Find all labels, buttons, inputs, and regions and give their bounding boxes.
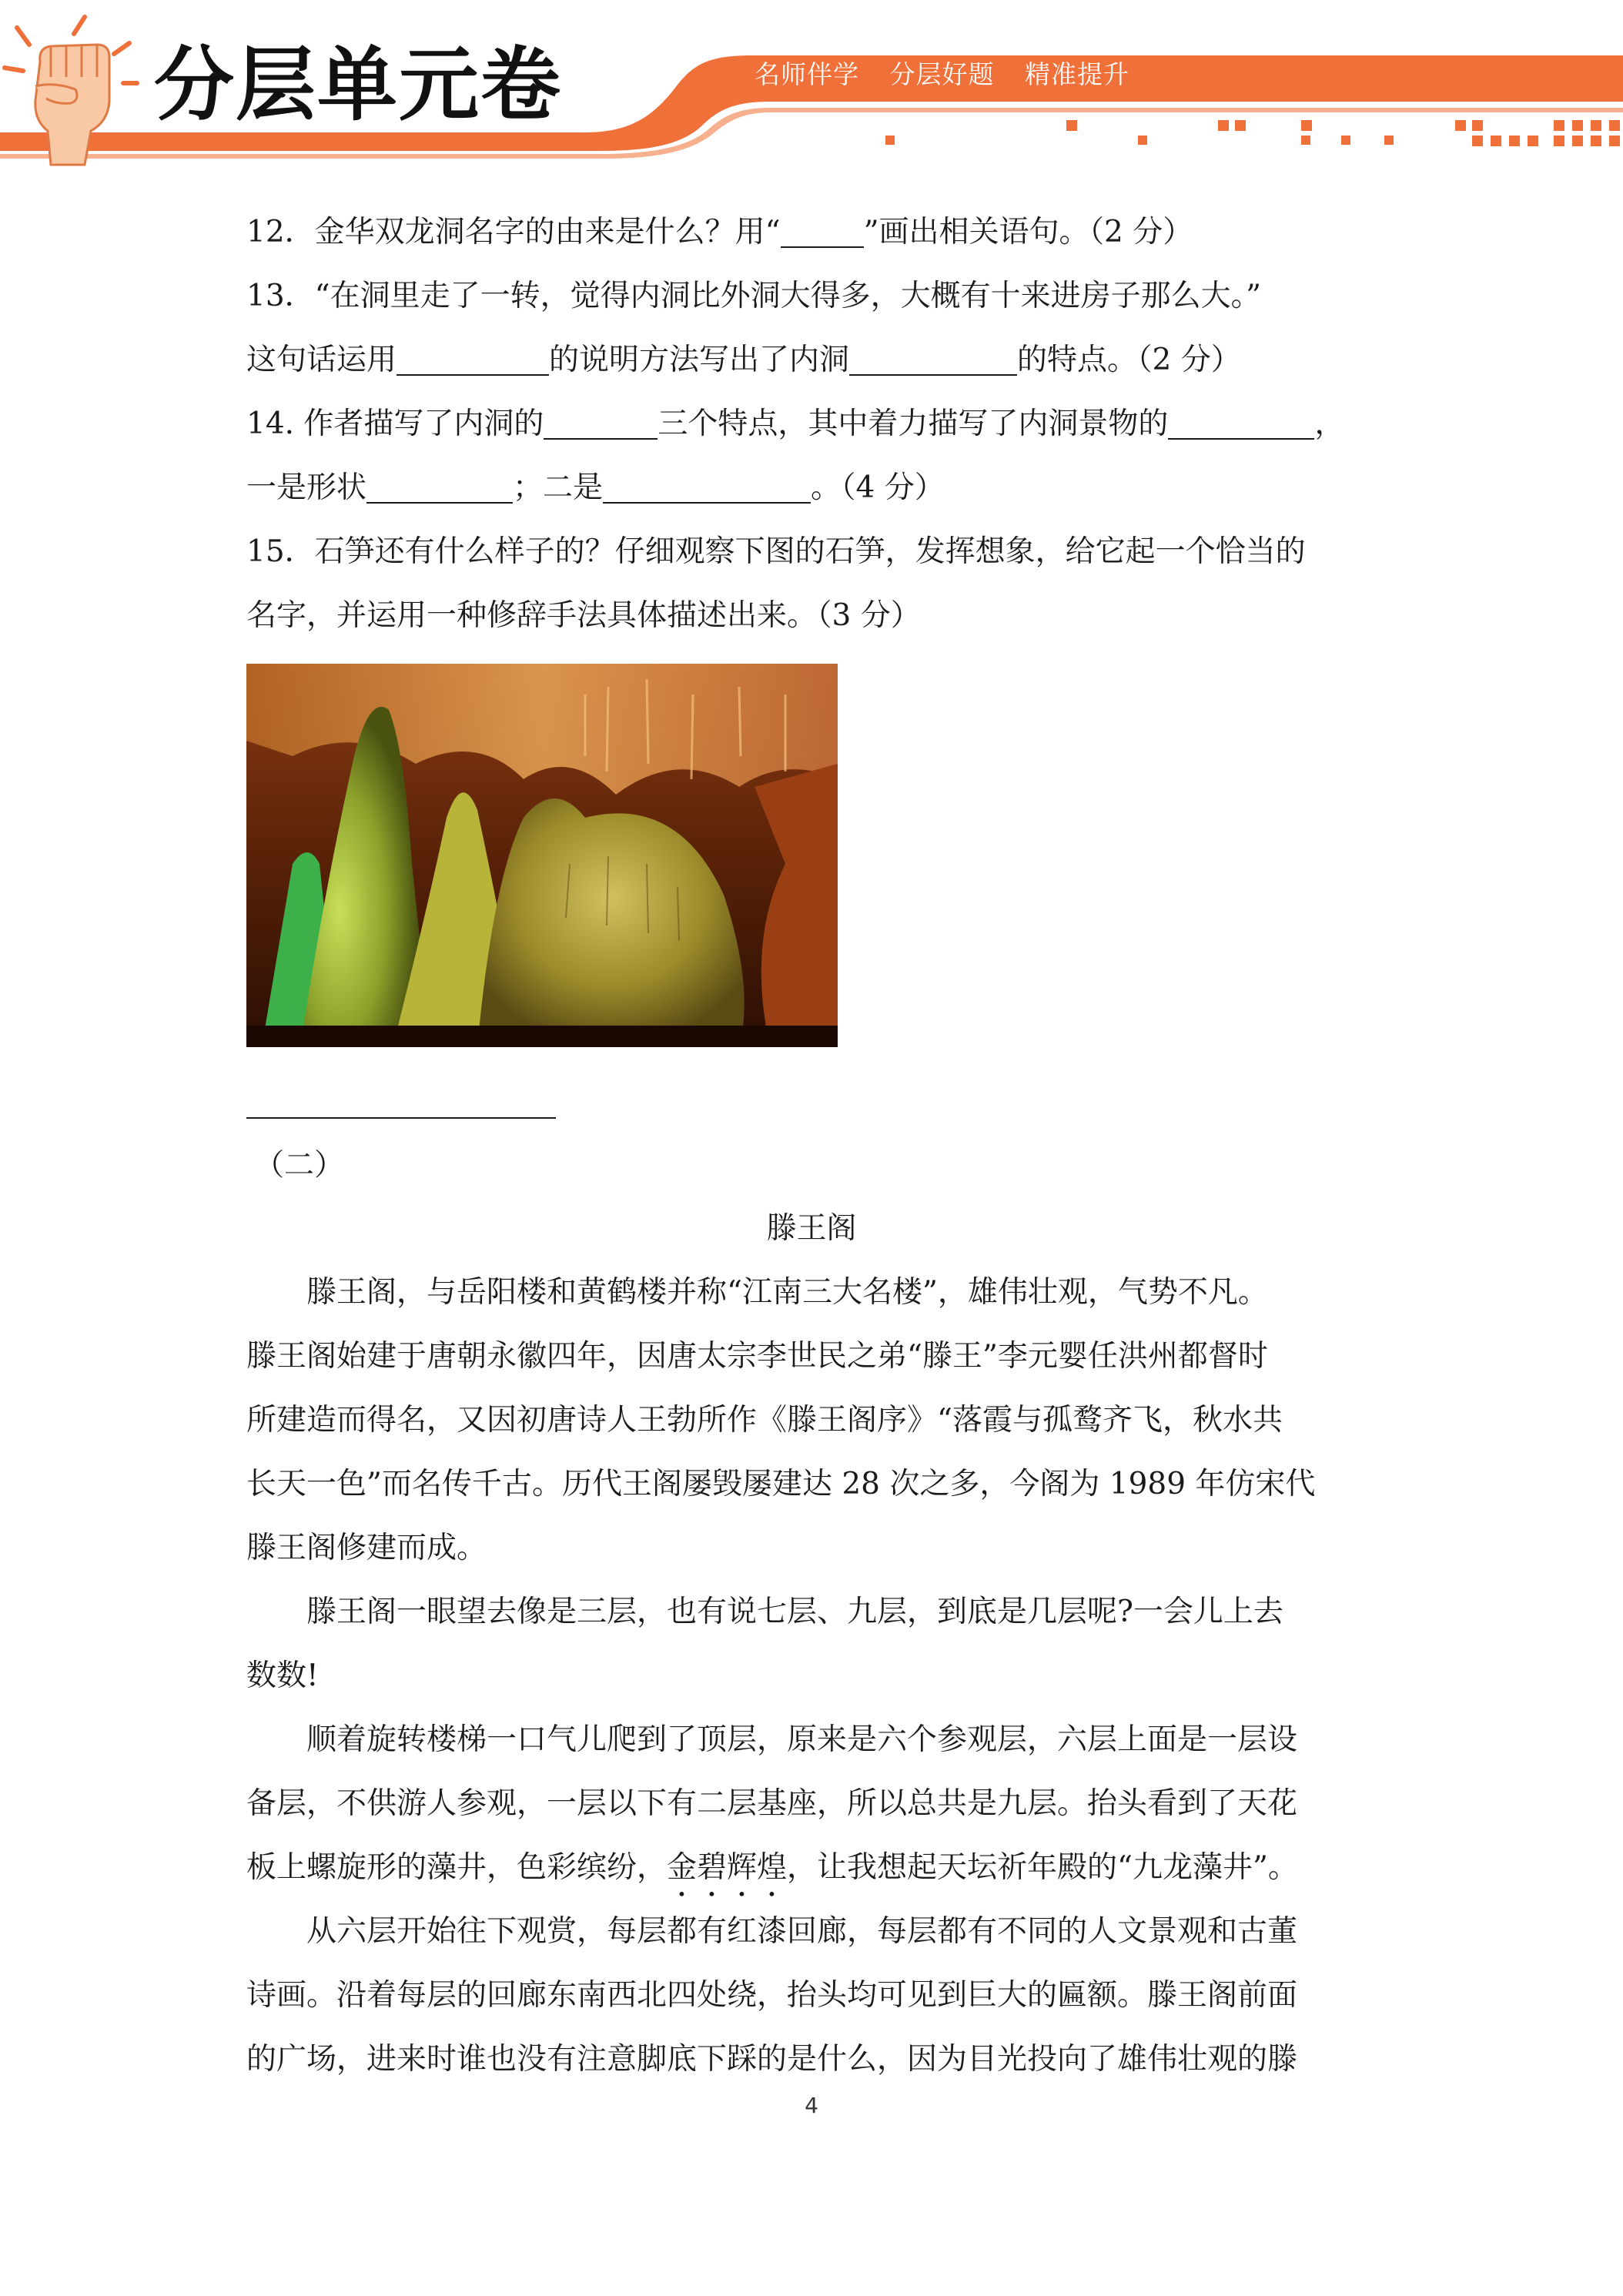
reading-passage	[246, 1260, 1378, 2091]
question-14-continuation: 一是形状 ；二是 。（4 分）	[246, 470, 945, 505]
paragraph-line: 从六层开始往下观赏，每层都有红漆回廊，每层都有不同的人文景观和古董	[306, 1914, 1298, 1949]
answer-blank	[781, 215, 864, 248]
page-number: 4	[805, 2093, 818, 2118]
question-13: 13．“在洞里走了一转，觉得内洞比外洞大得多，大概有十来进房子那么大。”	[246, 279, 1262, 313]
question-15: 15．石笋还有什么样子的？仔细观察下图的石笋，发挥想象，给它起一个恰当的	[246, 534, 1306, 569]
page-header	[0, 0, 1623, 177]
paragraph-line: 备层，不供游人参观，一层以下有二层基座，所以总共是九层。抬头看到了天花	[246, 1786, 1298, 1821]
passage-title: 滕王阁	[766, 1211, 857, 1246]
answer-blank	[849, 343, 1017, 376]
paragraph-line: 滕王阁始建于唐朝永徽四年，因唐太宗李世民之弟“滕王”李元婴任洪州都督时	[246, 1339, 1268, 1374]
paragraph-line: 滕王阁修建而成。	[246, 1531, 487, 1565]
answer-blank	[366, 470, 513, 504]
question-13-continuation: 这句话运用 的说明方法写出了内洞 的特点。（2 分）	[246, 343, 1241, 377]
answer-blank	[397, 343, 549, 376]
paragraph-line: 诗画。沿着每层的回廊东南西北四处绕，抬头均可见到巨大的匾额。滕王阁前面	[246, 1978, 1298, 2013]
paragraph-line: 长天一色”而名传千古。历代王阁屡毁屡建达 28 次之多，今阁为 1989 年仿宋代	[246, 1467, 1316, 1501]
question-14: 14. 作者描写了内洞的 三个特点，其中着力描写了内洞景物的 ，	[246, 407, 1345, 441]
stalagmite-cave-photo	[246, 664, 838, 1047]
paragraph-line: 顺着旋转楼梯一口气儿爬到了顶层，原来是六个参观层，六层上面是一层设	[306, 1722, 1298, 1757]
paragraph-line: 的广场，进来时谁也没有注意脚底下踩的是什么，因为目光投向了雄伟壮观的滕	[246, 2042, 1298, 2077]
answer-blank	[1168, 407, 1314, 440]
emphasized-phrase: 金碧辉煌	[667, 1850, 788, 1885]
paragraph-line: 滕王阁一眼望去像是三层，也有说七层、九层，到底是几层呢?一会儿上去	[306, 1595, 1283, 1629]
brand-title: 分层单元卷	[154, 38, 563, 132]
section-number: （二）	[254, 1148, 345, 1183]
answer-blank	[544, 407, 658, 440]
questions-section	[246, 200, 1378, 648]
paragraph-line: 所建造而得名，又因初唐诗人王勃所作《滕王阁序》“落霞与孤鹜齐飞，秋水共	[246, 1403, 1283, 1438]
question-15-continuation: 名字，并运用一种修辞手法具体描述出来。（3 分）	[246, 598, 921, 633]
header-slogan: 名师伴学 分层好题 精准提升	[755, 59, 1129, 89]
question-12: 12．金华双龙洞名字的由来是什么？用“ ”画出相关语句。（2 分）	[246, 215, 1193, 249]
paragraph-line: 板上螺旋形的藻井，色彩缤纷，金碧辉煌，让我想起天坛祈年殿的“九龙藻井”。	[246, 1850, 1298, 1885]
answer-blank	[603, 470, 811, 504]
paragraph-line: 数数!	[246, 1658, 319, 1693]
paragraph-line: 滕王阁，与岳阳楼和黄鹤楼并称“江南三大名楼”，雄伟壮观，气势不凡。	[306, 1275, 1268, 1310]
answer-line	[246, 1117, 556, 1119]
